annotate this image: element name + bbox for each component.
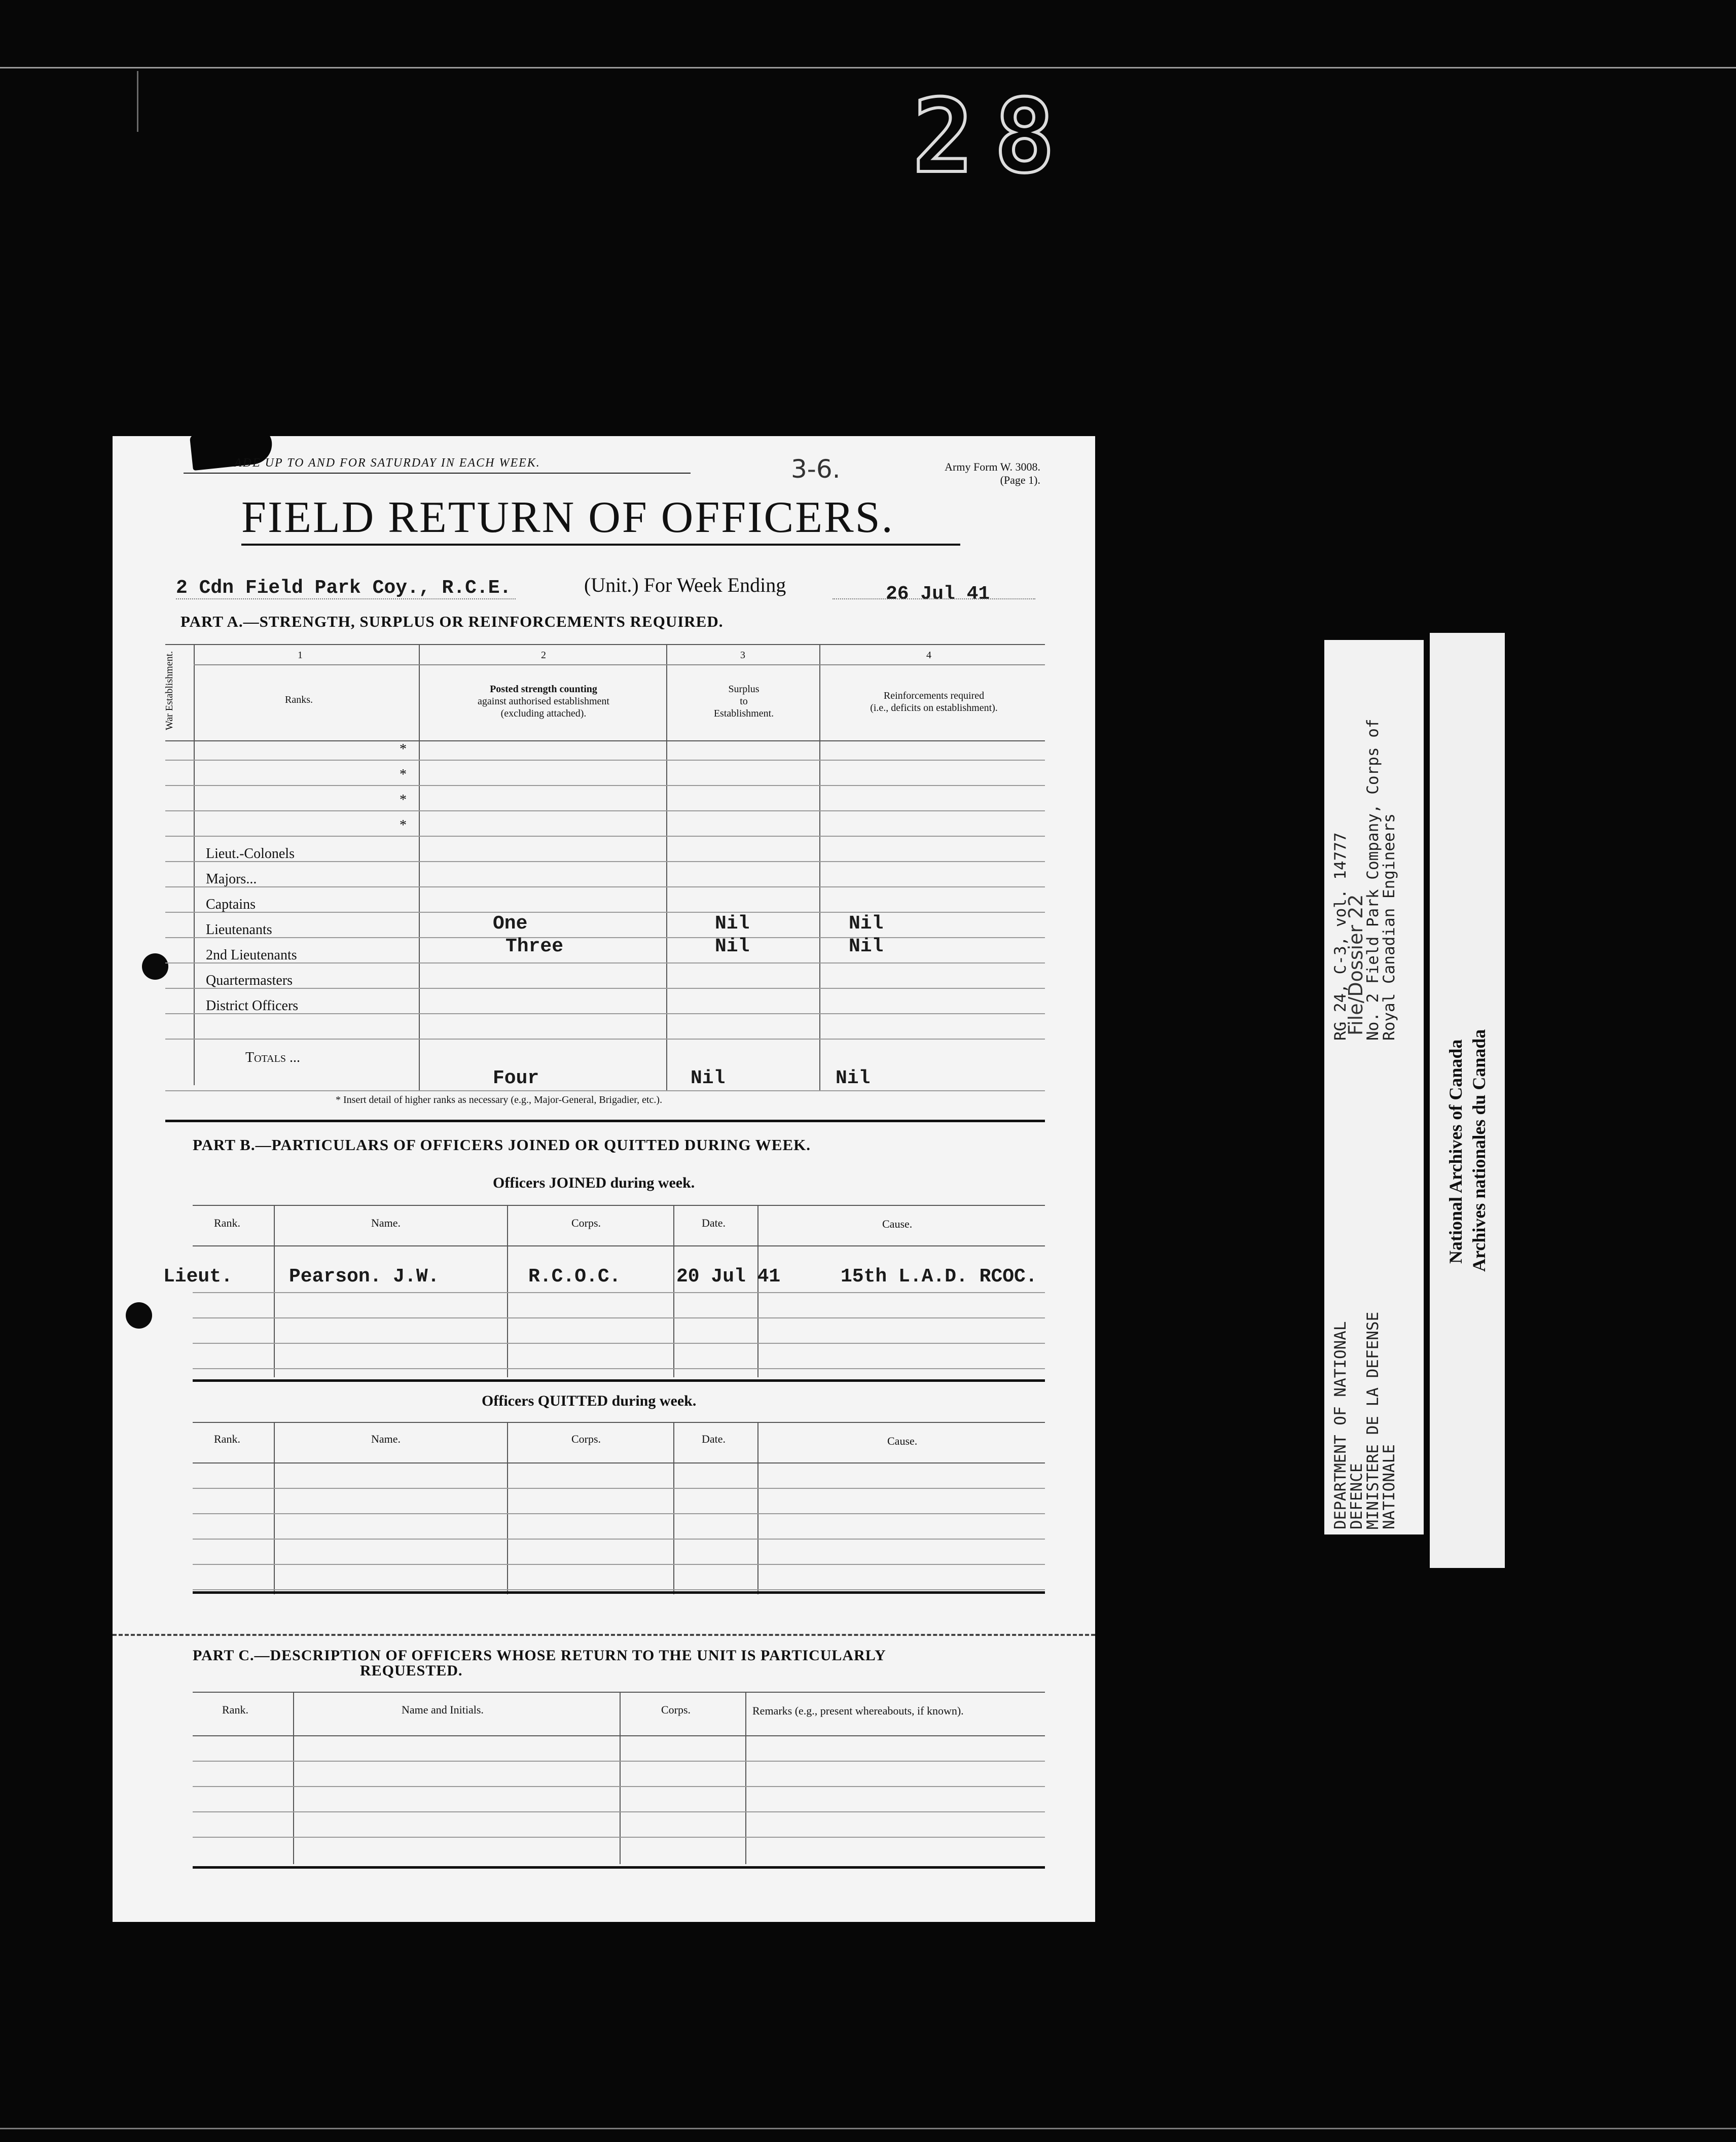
rank-district-officers: District Officers (206, 998, 299, 1014)
joined-corps: R.C.O.C. (528, 1266, 621, 1288)
film-tick-mark (137, 71, 138, 132)
part-c-col-remarks: Remarks (e.g., present whereabouts, if known). (752, 1704, 964, 1717)
lieutenants-reinforcements: Nil (849, 913, 884, 935)
joined-col-corps: Corps. (571, 1217, 601, 1229)
dept-line: DEFENCE (1348, 1463, 1366, 1529)
archive-reference-label (1324, 640, 1424, 1534)
rank-lieutenants: Lieutenants (206, 922, 272, 938)
col-number: 3 (740, 650, 745, 661)
joined-cause: 15th L.A.D. RCOC. (841, 1266, 1037, 1288)
punch-hole (142, 953, 168, 980)
quitted-col-rank: Rank. (214, 1433, 240, 1445)
star-marker: * (400, 792, 407, 808)
star-marker: * (400, 767, 407, 782)
handwritten-page-mark: 3-6. (791, 454, 841, 484)
lieutenants-surplus: Nil (715, 913, 750, 935)
quitted-col-corps: Corps. (571, 1433, 601, 1445)
col-number: 1 (298, 650, 303, 661)
part-c-col-corps: Corps. (661, 1703, 691, 1716)
quitted-col-date: Date. (702, 1433, 726, 1445)
rank-quartermasters: Quartermasters (206, 973, 293, 988)
quitted-col-cause: Cause. (887, 1435, 918, 1447)
rank-majors: Majors... (206, 871, 257, 887)
unit-description-line: No. 2 Field Park Company, Corps of (1364, 719, 1382, 1041)
unit-description-line: Royal Canadian Engineers (1380, 813, 1398, 1041)
archives-english: National Archives of Canada (1445, 1039, 1466, 1264)
star-marker: * (400, 741, 407, 757)
surplus-header: Surplus to Establishment. (713, 684, 774, 719)
col-number: 4 (926, 650, 931, 661)
lieutenants-posted: One (493, 913, 528, 935)
totals-surplus: Nil (691, 1067, 726, 1089)
title-underline (241, 544, 960, 546)
form-title: FIELD RETURN OF OFFICERS. (241, 493, 894, 542)
reinforcements-header: Reinforcements required (i.e., deficits on establishment). (870, 690, 998, 713)
joined-heading: Officers JOINED during week. (493, 1174, 695, 1191)
top-instruction: ADE UP TO AND FOR SATURDAY IN EACH WEEK. (234, 456, 540, 470)
posted-strength-header: Posted strength counting against authorised establishment (excluding attached). (478, 684, 609, 719)
part-c-col-name: Name and Initials. (402, 1703, 484, 1716)
quitted-heading: Officers QUITTED during week. (482, 1393, 697, 1409)
reference-line: RG 24, C-3, vol. 14777 (1331, 832, 1350, 1041)
joined-col-cause: Cause. (882, 1218, 913, 1230)
part-c-heading: PART C.—DESCRIPTION OF OFFICERS WHOSE RETURN TO THE UNIT IS PARTICULARLY REQUESTED. (193, 1647, 886, 1679)
punch-hole (126, 1302, 152, 1329)
second-lieutenants-surplus: Nil (715, 936, 750, 957)
frame-number: 28 (913, 78, 1075, 196)
joined-rank: Lieut. (163, 1266, 233, 1288)
quitted-col-name: Name. (371, 1433, 401, 1445)
film-edge-top (0, 67, 1736, 68)
joined-col-name: Name. (371, 1217, 401, 1229)
rank-2nd-lieutenants: 2nd Lieutenants (206, 947, 297, 963)
star-marker: * (400, 817, 407, 833)
archives-stamp-card (1430, 633, 1505, 1568)
col-number: 2 (541, 650, 546, 661)
totals-label: Totals ... (245, 1050, 300, 1065)
second-lieutenants-reinforcements: Nil (849, 936, 884, 957)
ranks-header: Ranks. (285, 694, 313, 705)
joined-date: 20 Jul 41 (676, 1266, 781, 1288)
army-form-number: Army Form W. 3008. (Page 1). (945, 460, 1040, 486)
part-a-heading: PART A.—STRENGTH, SURPLUS OR REINFORCEMENTS REQUIRED. (180, 613, 724, 630)
totals-posted: Four (493, 1067, 539, 1089)
joined-col-rank: Rank. (214, 1217, 240, 1229)
film-edge-bottom (0, 2128, 1736, 2129)
part-a-footnote: * Insert detail of higher ranks as necessary (e.g., Major-General, Brigadier, etc.). (336, 1094, 663, 1105)
unit-value: 2 Cdn Field Park Coy., R.C.E. (176, 577, 512, 599)
archives-french: Archives nationales du Canada (1469, 1029, 1489, 1272)
second-lieutenants-posted: Three (505, 936, 564, 957)
file-dossier-handwritten: File/Dossier 22 (1345, 894, 1367, 1036)
dept-line: DEPARTMENT OF NATIONAL (1331, 1321, 1350, 1529)
dept-line: MINISTERE DE LA DEFENSE (1364, 1311, 1382, 1529)
joined-col-date: Date. (702, 1217, 726, 1229)
perforation-line (113, 1634, 1095, 1636)
part-c-col-rank: Rank. (222, 1703, 248, 1716)
rank-lieut-colonels: Lieut.-Colonels (206, 846, 295, 862)
form-sheet (113, 436, 1095, 1922)
joined-name: Pearson. J.W. (289, 1266, 440, 1288)
rank-captains: Captains (206, 897, 256, 912)
part-b-heading: PART B.—PARTICULARS OF OFFICERS JOINED OR QUITTED DURING WEEK. (193, 1136, 811, 1154)
week-ending-value: 26 Jul 41 (886, 583, 990, 605)
dept-line: NATIONALE (1380, 1444, 1398, 1529)
unit-label: (Unit.) For Week Ending (584, 574, 786, 596)
totals-reinforcements: Nil (836, 1067, 871, 1089)
war-establishment-header: War Establishment. (164, 651, 175, 730)
